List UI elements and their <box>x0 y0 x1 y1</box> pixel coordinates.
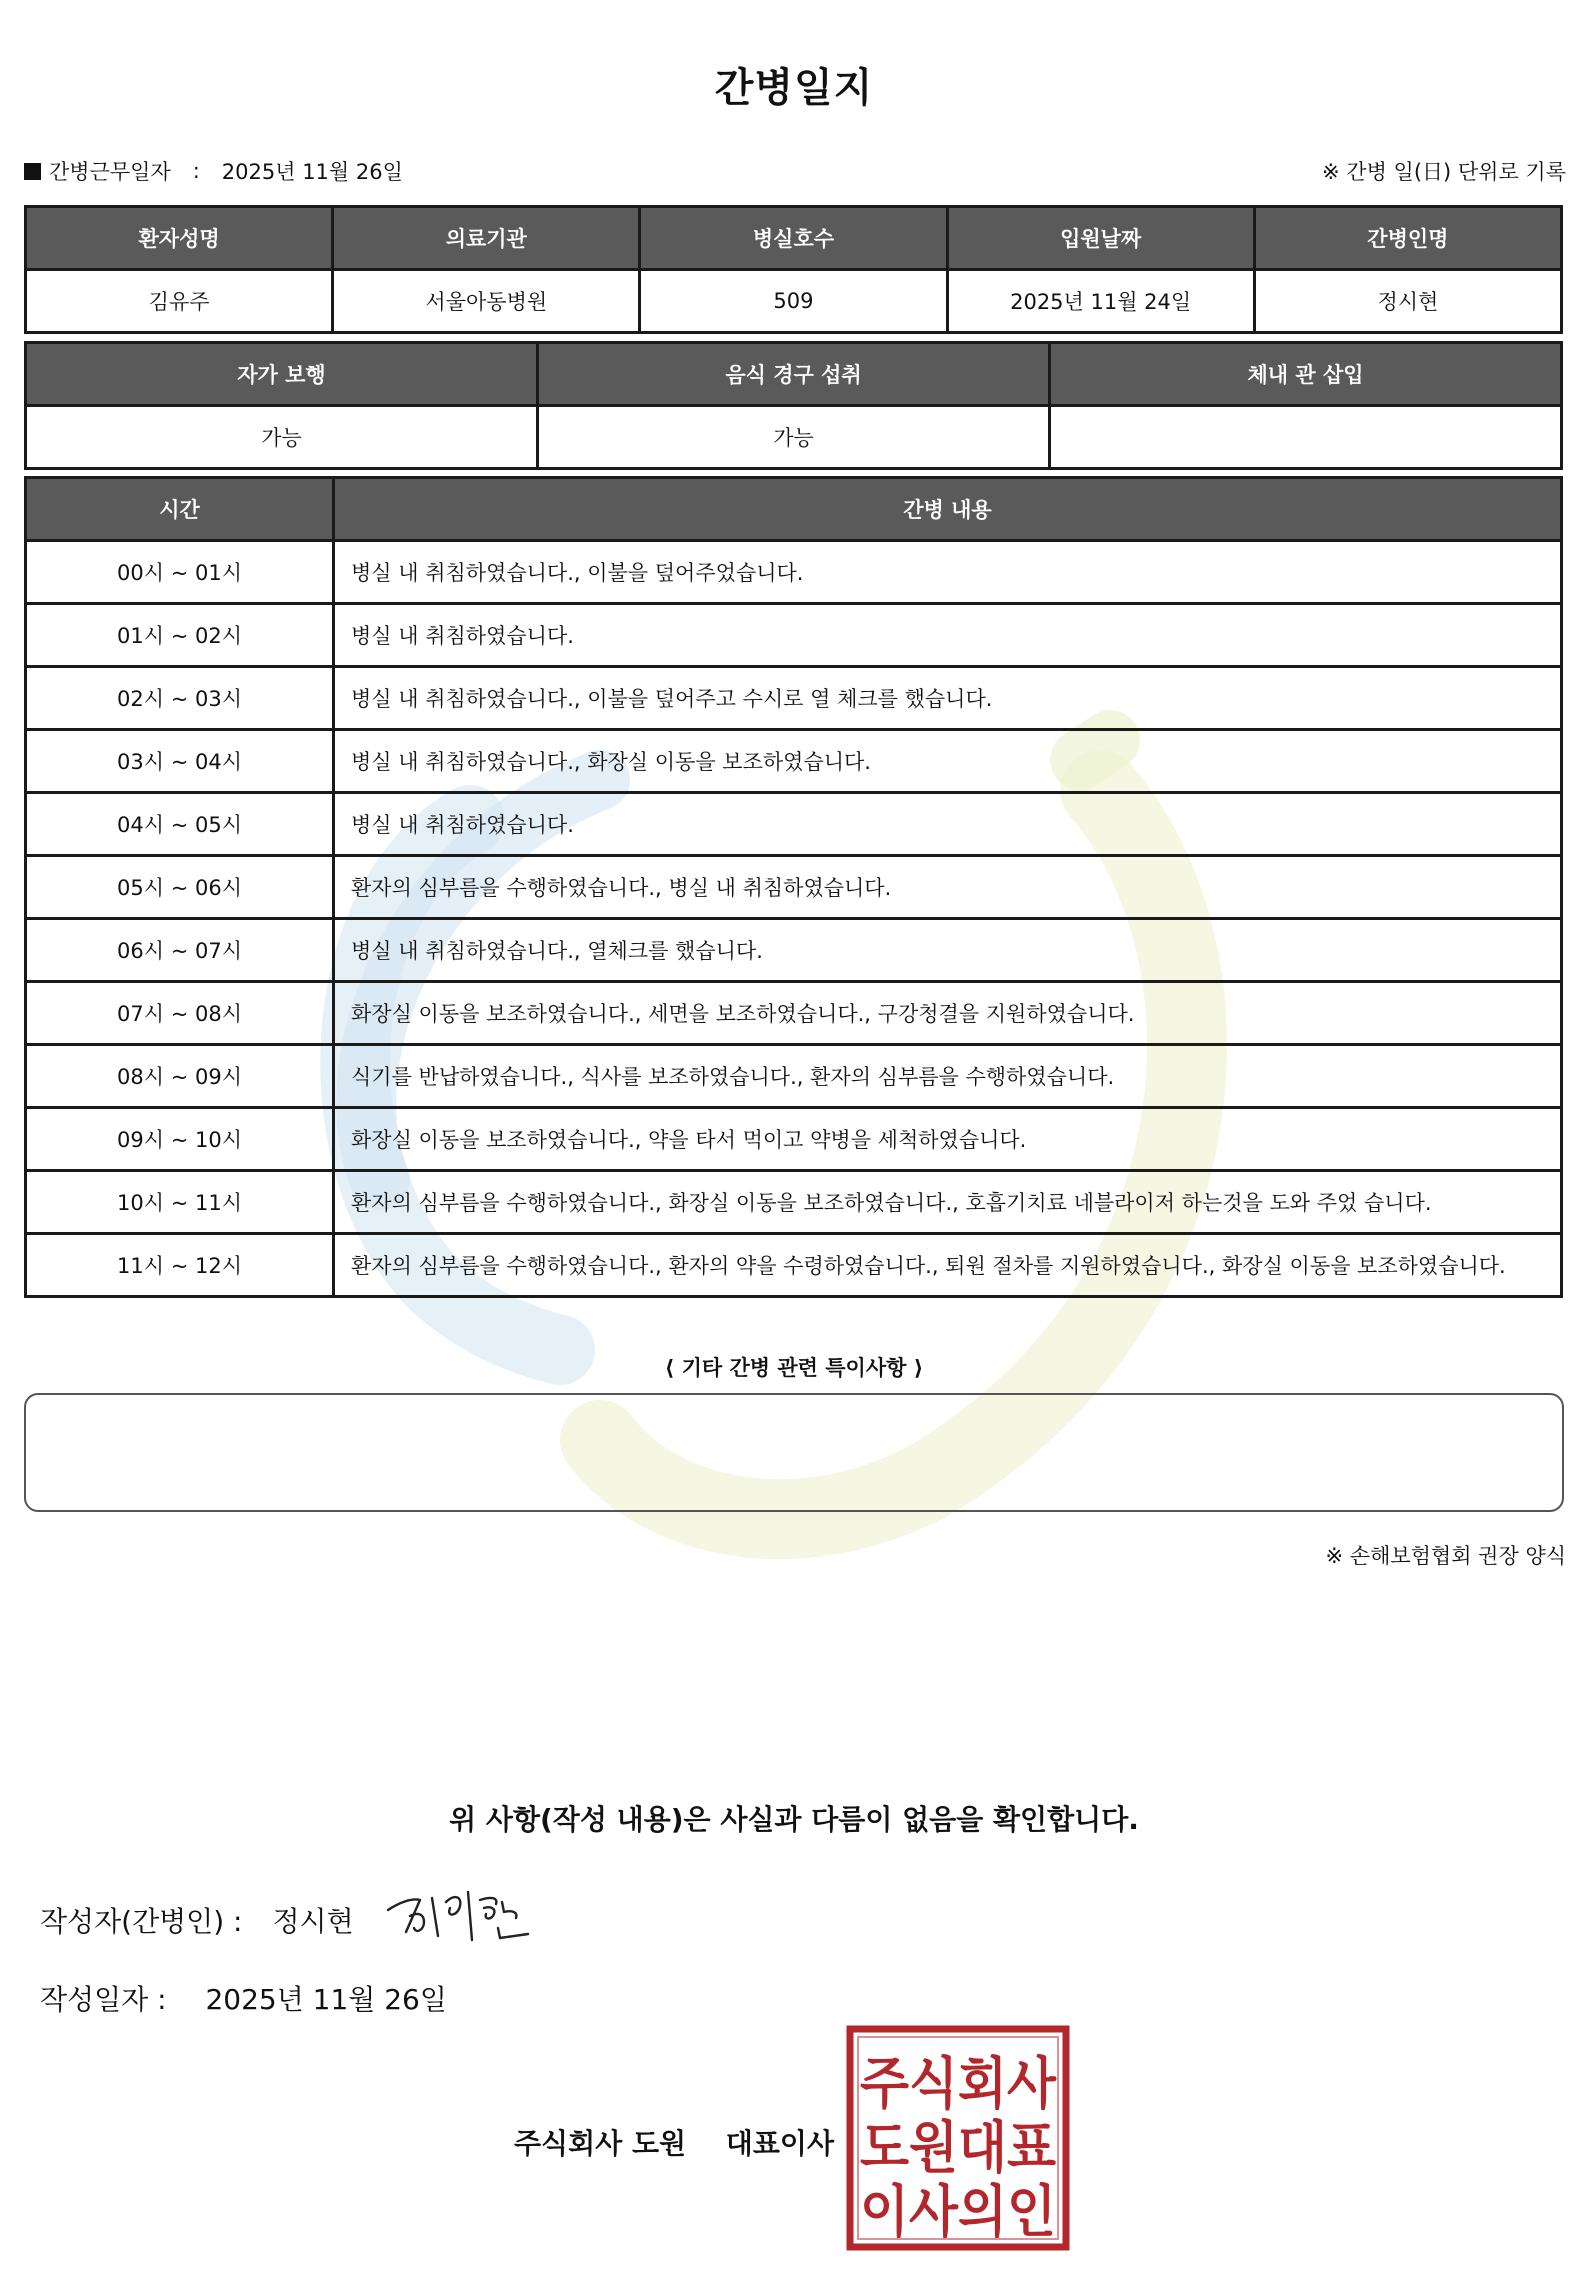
svg-text:이사의인: 이사의인 <box>860 2180 1056 2245</box>
work-date-label: 간병근무일자 <box>49 160 171 184</box>
log-time: 09시 ~ 10시 <box>26 1108 334 1171</box>
table-row <box>26 856 1562 919</box>
patient-info-table <box>24 205 1563 334</box>
work-date-value: 2025년 11월 26일 <box>221 160 403 184</box>
log-time: 11시 ~ 12시 <box>26 1234 334 1297</box>
square-bullet-icon <box>24 163 41 180</box>
patient-header-row <box>26 207 1562 270</box>
header-room-number: 병실호수 <box>640 207 947 270</box>
table-row <box>26 1108 1562 1171</box>
writer-label: 작성자(간병인) : <box>40 1905 243 1938</box>
hospital-name: 서울아동병원 <box>333 270 640 333</box>
svg-text:주식회사: 주식회사 <box>860 2052 1057 2117</box>
header-admission-date: 입원날짜 <box>947 207 1254 270</box>
table-row <box>26 730 1562 793</box>
written-date-value: 2025년 11월 26일 <box>205 1983 447 2016</box>
self-walking-value: 가능 <box>26 406 538 469</box>
written-date-line <box>40 1978 447 2018</box>
confirmation-statement: 위 사항(작성 내용)은 사실과 다름이 없음을 확인합니다. <box>449 1803 1139 1836</box>
log-time: 05시 ~ 06시 <box>26 856 334 919</box>
log-content: 환자의 심부름을 수행하였습니다., 환자의 약을 수령하였습니다., 퇴원 절차를 지원하였습니다., 화장실 이동을 보조하였습니다. <box>334 1234 1562 1297</box>
table-row <box>26 541 1562 604</box>
table-row <box>26 1045 1562 1108</box>
written-date-label: 작성일자 : <box>40 1983 167 2016</box>
header-time: 시간 <box>26 478 334 541</box>
header-patient-name: 환자성명 <box>26 207 333 270</box>
notes-title: ⟨ 기타 간병 관련 특이사항 ⟩ <box>664 1356 924 1380</box>
log-time: 01시 ~ 02시 <box>26 604 334 667</box>
log-time: 08시 ~ 09시 <box>26 1045 334 1108</box>
header-caregiver-name: 간병인명 <box>1254 207 1561 270</box>
log-time: 10시 ~ 11시 <box>26 1171 334 1234</box>
log-content: 화장실 이동을 보조하였습니다., 약을 타서 먹이고 약병을 세척하였습니다. <box>334 1108 1562 1171</box>
company-name: 주식회사 도원 <box>514 2127 687 2160</box>
log-time: 02시 ~ 03시 <box>26 667 334 730</box>
work-date-line <box>24 156 403 186</box>
log-content: 환자의 심부름을 수행하였습니다., 화장실 이동을 보조하였습니다., 호흡기치료 네블라이저 하는것을 도와 주었 습니다. <box>334 1171 1562 1234</box>
header-oral-intake: 음식 경구 섭취 <box>538 343 1050 406</box>
care-log-table <box>24 476 1563 1298</box>
table-row <box>26 919 1562 982</box>
log-content: 병실 내 취침하였습니다. <box>334 793 1562 856</box>
form-source-note: ※ 손해보험협회 권장 양식 <box>1325 1544 1566 1568</box>
header-self-walking: 자가 보행 <box>26 343 538 406</box>
log-content: 병실 내 취침하였습니다., 화장실 이동을 보조하였습니다. <box>334 730 1562 793</box>
table-row <box>26 1171 1562 1234</box>
notes-box <box>24 1393 1564 1512</box>
company-role: 대표이사 <box>725 2127 834 2160</box>
company-seal-stamp <box>846 2025 1070 2251</box>
log-content: 병실 내 취침하였습니다., 이불을 덮어주었습니다. <box>334 541 1562 604</box>
log-content: 병실 내 취침하였습니다. <box>334 604 1562 667</box>
header-hospital: 의료기관 <box>333 207 640 270</box>
room-number: 509 <box>640 270 947 333</box>
writer-name: 정시현 <box>272 1905 354 1938</box>
log-content: 병실 내 취침하였습니다., 이불을 덮어주고 수시로 열 체크를 했습니다. <box>334 667 1562 730</box>
table-row <box>26 1234 1562 1297</box>
oral-intake-value: 가능 <box>538 406 1050 469</box>
page-title: 간병일지 <box>714 65 874 111</box>
work-date-separator: : <box>192 159 200 183</box>
log-content: 병실 내 취침하였습니다., 열체크를 했습니다. <box>334 919 1562 982</box>
patient-value-row <box>26 270 1562 333</box>
log-content: 식기를 반납하였습니다., 식사를 보조하였습니다., 환자의 심부름을 수행하였습니다. <box>334 1045 1562 1108</box>
writer-line <box>40 1900 354 1940</box>
log-time: 07시 ~ 08시 <box>26 982 334 1045</box>
company-line <box>514 2122 834 2162</box>
table-row <box>26 667 1562 730</box>
caregiver-name: 정시현 <box>1254 270 1561 333</box>
log-time: 00시 ~ 01시 <box>26 541 334 604</box>
patient-name: 김유주 <box>26 270 333 333</box>
table-row <box>26 982 1562 1045</box>
admission-date: 2025년 11월 24일 <box>947 270 1254 333</box>
status-value-row <box>26 406 1562 469</box>
svg-text:도원대표: 도원대표 <box>860 2116 1056 2181</box>
patient-status-table <box>24 341 1563 470</box>
header-tube-insertion: 체내 관 삽입 <box>1050 343 1562 406</box>
log-content: 환자의 심부름을 수행하였습니다., 병실 내 취침하였습니다. <box>334 856 1562 919</box>
handwritten-signature <box>380 1872 560 1952</box>
log-time: 04시 ~ 05시 <box>26 793 334 856</box>
status-header-row <box>26 343 1562 406</box>
log-header-row <box>26 478 1562 541</box>
log-time: 06시 ~ 07시 <box>26 919 334 982</box>
log-time: 03시 ~ 04시 <box>26 730 334 793</box>
table-row <box>26 604 1562 667</box>
log-content: 화장실 이동을 보조하였습니다., 세면을 보조하였습니다., 구강청결을 지원하였습니다. <box>334 982 1562 1045</box>
unit-note: ※ 간병 일(日) 단위로 기록 <box>1322 160 1566 184</box>
header-care-content: 간병 내용 <box>334 478 1562 541</box>
tube-insertion-value <box>1050 406 1562 469</box>
table-row <box>26 793 1562 856</box>
